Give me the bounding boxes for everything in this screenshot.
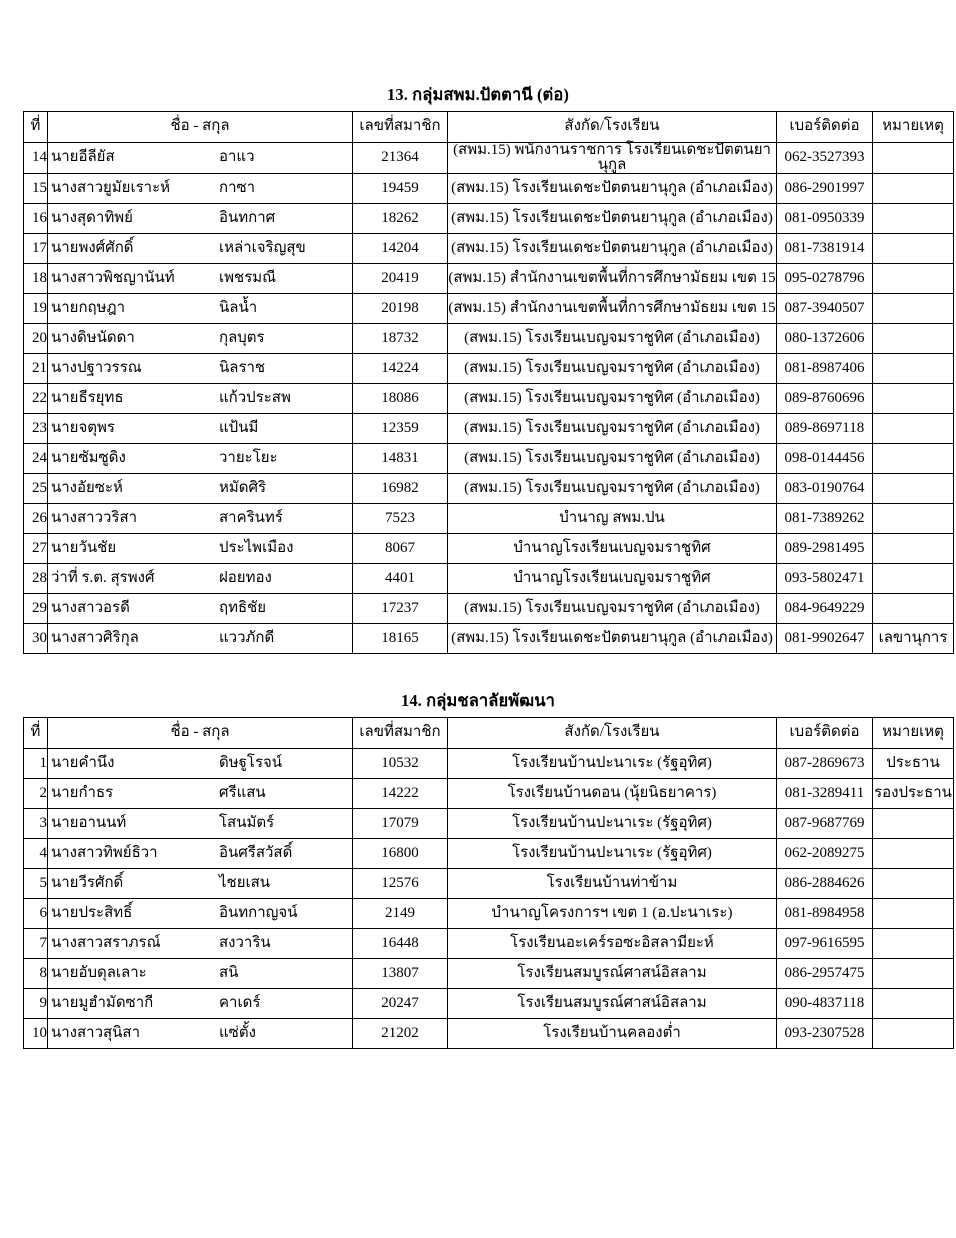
table-14-body [24,748,954,1048]
roster-table-14 [23,717,954,1049]
col-header-no-label: ที่ [30,724,41,741]
row-note [873,503,954,533]
row-given-name: นางสาวยูมัยเราะห์ [51,179,171,196]
row-given-name: นายวันชัย [51,539,117,556]
row-affiliation: (สพม.15) โรงเรียนเบญจมราชูทิศ (อำเภอเมือง) [448,323,777,353]
row-number: 25 [24,473,48,503]
table-row [24,263,954,293]
row-number: 28 [24,563,48,593]
row-surname: นิลราช [219,359,266,376]
row-name [48,533,353,563]
row-note [873,233,954,263]
col-header-member-no-label: เลขที่สมาชิก [359,724,441,741]
row-given-name: นายอีลียัส [51,149,115,166]
row-number: 19 [24,293,48,323]
row-given-name: นายพงศ์ศักดิ์ [51,239,134,256]
row-phone: 081-8984958 [777,898,873,928]
row-surname: กุลบุตร [219,329,265,346]
row-name [48,898,353,928]
row-number: 17 [24,233,48,263]
row-affiliation: (สพม.15) โรงเรียนเบญจมราชูทิศ (อำเภอเมือง) [448,383,777,413]
row-given-name: นางสาวอรดี [51,599,130,616]
row-phone: 081-9902647 [777,623,873,653]
row-given-name: นายธีรยุทธ [51,389,124,406]
row-member-number: 7523 [353,503,448,533]
row-name [48,563,353,593]
row-given-name: นายมูฮำมัดซากี [51,994,154,1011]
row-name [48,413,353,443]
row-surname: สนิ [219,964,239,981]
table-row [24,203,954,233]
row-number: 22 [24,383,48,413]
row-note [873,263,954,293]
row-phone: 097-9616595 [777,928,873,958]
col-header-note-label: หมายเหตุ [882,724,944,741]
row-phone: 081-8987406 [777,353,873,383]
row-note [873,988,954,1018]
row-note [873,533,954,563]
row-number: 3 [24,808,48,838]
table-row [24,898,954,928]
row-name [48,503,353,533]
row-number: 5 [24,868,48,898]
row-note: เลขานุการ [873,623,954,653]
row-note [873,413,954,443]
row-phone: 093-5802471 [777,563,873,593]
row-phone: 089-8697118 [777,413,873,443]
row-phone: 089-8760696 [777,383,873,413]
row-phone: 090-4837118 [777,988,873,1018]
table-row [24,593,954,623]
row-note [873,173,954,203]
row-affiliation: โรงเรียนบ้านปะนาเระ (รัฐอุทิศ) [448,838,777,868]
row-given-name: นางอัยซะห์ [51,479,123,496]
row-member-number: 20198 [353,293,448,323]
row-note [873,323,954,353]
row-surname: หมัดศิริ [219,479,267,496]
row-number: 27 [24,533,48,563]
row-given-name: นายซัมซูดิง [51,449,126,466]
row-number: 8 [24,958,48,988]
col-header-note [873,111,954,142]
row-surname: แป้นมี [219,419,259,436]
section-13-title: 13. กลุ่มสพม.ปัตตานี (ต่อ) [387,85,569,104]
row-name [48,623,353,653]
row-given-name: นางสาวศิริกุล [51,629,139,646]
header-row [24,111,954,142]
table-row [24,563,954,593]
col-header-member-no-label: เลขที่สมาชิก [359,118,441,135]
row-note [873,958,954,988]
row-note [873,593,954,623]
row-surname: แก้วประสพ [219,389,291,406]
section-13 [23,0,948,654]
row-surname: ดิษฐูโรจน์ [219,754,283,771]
row-surname: สงวาริน [219,934,271,951]
row-number: 16 [24,203,48,233]
row-given-name: นายกำธร [51,784,114,801]
table-row [24,323,954,353]
row-note [873,838,954,868]
row-name [48,293,353,323]
row-name [48,173,353,203]
row-number: 14 [24,142,48,173]
row-member-number: 18086 [353,383,448,413]
row-note [873,383,954,413]
table-row [24,353,954,383]
row-surname: ศรีแสน [219,784,266,801]
row-name [48,928,353,958]
row-affiliation: (สพม.15) โรงเรียนเดชะปัตตนยานุกูล (อำเภอเมือง) [448,623,777,653]
table-row [24,413,954,443]
row-phone: 080-1372606 [777,323,873,353]
row-surname: แววภักดี [219,629,275,646]
row-phone: 098-0144456 [777,443,873,473]
table-row [24,623,954,653]
col-header-no-label: ที่ [30,118,41,135]
row-name [48,988,353,1018]
row-surname: แซ่ตั้ง [219,1024,256,1041]
row-member-number: 19459 [353,173,448,203]
row-name [48,1018,353,1048]
row-surname: เพชรมณี [219,269,277,286]
row-surname: วายะโยะ [219,449,278,466]
row-member-number: 20419 [353,263,448,293]
row-phone: 083-0190764 [777,473,873,503]
row-member-number: 16982 [353,473,448,503]
row-phone: 086-2884626 [777,868,873,898]
row-given-name: นางสุดาทิพย์ [51,209,133,226]
row-member-number: 12359 [353,413,448,443]
row-note [873,928,954,958]
row-note: ประธาน [873,748,954,778]
row-phone: 087-3940507 [777,293,873,323]
row-given-name: ว่าที่ ร.ต. สุรพงศ์ [51,569,155,586]
table-row [24,928,954,958]
table-row [24,868,954,898]
row-given-name: นางดิษนัดดา [51,329,135,346]
row-surname: ฝอยทอง [219,569,272,586]
section-14 [23,654,952,1049]
row-note [873,1018,954,1048]
table-row [24,173,954,203]
row-number: 30 [24,623,48,653]
row-given-name: นายจตุพร [51,419,115,436]
col-header-affiliation-label: สังกัด/โรงเรียน [564,724,660,741]
row-phone: 086-2957475 [777,958,873,988]
row-surname: นิลน้ำ [219,299,258,316]
row-member-number: 4401 [353,563,448,593]
row-affiliation: บำนาญโครงการฯ เขต 1 (อ.ปะนาเระ) [448,898,777,928]
row-affiliation: บำนาญ สพม.ปน [448,503,777,533]
row-note [873,868,954,898]
row-affiliation: โรงเรียนสมบูรณ์ศาสน์อิสลาม [448,958,777,988]
col-header-affiliation [448,111,777,142]
header-row [24,717,954,748]
row-affiliation: (สพม.15) โรงเรียนเบญจมราชูทิศ (อำเภอเมือง) [448,413,777,443]
row-phone: 084-9649229 [777,593,873,623]
row-name [48,808,353,838]
row-name [48,593,353,623]
row-surname: อินศรีสวัสดิ์ [219,844,293,861]
row-number: 7 [24,928,48,958]
table-13-body [24,142,954,653]
row-member-number: 10532 [353,748,448,778]
row-number: 6 [24,898,48,928]
row-note [873,293,954,323]
row-number: 21 [24,353,48,383]
row-affiliation: (สพม.15) โรงเรียนเบญจมราชูทิศ (อำเภอเมือง) [448,473,777,503]
row-affiliation: (สพม.15) โรงเรียนเดชะปัตตนยานุกูล (อำเภอเมือง) [448,233,777,263]
row-name [48,443,353,473]
table-14-header [24,717,954,748]
table-row [24,233,954,263]
table-row [24,958,954,988]
row-affiliation: (สพม.15) โรงเรียนเบญจมราชูทิศ (อำเภอเมือง) [448,353,777,383]
row-affiliation: โรงเรียนสมบูรณ์ศาสน์อิสลาม [448,988,777,1018]
row-surname: ประไพเมือง [219,539,294,556]
row-affiliation: โรงเรียนบ้านปะนาเระ (รัฐอุทิศ) [448,748,777,778]
row-member-number: 18165 [353,623,448,653]
row-affiliation: (สพม.15) โรงเรียนเบญจมราชูทิศ (อำเภอเมือง) [448,443,777,473]
table-row [24,503,954,533]
row-number: 10 [24,1018,48,1048]
row-name [48,868,353,898]
table-row [24,988,954,1018]
row-affiliation: บำนาญโรงเรียนเบญจมราชูทิศ [448,533,777,563]
row-affiliation: (สพม.15) สำนักงานเขตพื้นที่การศึกษามัธยม เขต 15 [448,263,777,293]
row-member-number: 14204 [353,233,448,263]
row-member-number: 8067 [353,533,448,563]
row-given-name: นางสาวทิพย์ธิวา [51,844,158,861]
row-surname: กาซา [219,179,256,196]
col-header-member-no [353,717,448,748]
col-header-phone-label: เบอร์ติดต่อ [789,118,860,135]
row-affiliation: โรงเรียนบ้านดอน (นุ้ยนิธยาคาร) [448,778,777,808]
row-affiliation: (สพม.15) โรงเรียนเบญจมราชูทิศ (อำเภอเมือง) [448,593,777,623]
row-phone: 081-7389262 [777,503,873,533]
row-affiliation: (สพม.15) โรงเรียนเดชะปัตตนยานุกูล (อำเภอเมือง) [448,203,777,233]
row-member-number: 21364 [353,142,448,173]
row-given-name: นายประสิทธิ์ [51,904,133,921]
row-number: 18 [24,263,48,293]
row-name [48,778,353,808]
row-affiliation: (สพม.15) สำนักงานเขตพื้นที่การศึกษามัธยม เขต 15 [448,293,777,323]
row-name [48,233,353,263]
row-surname: อินทกาญจน์ [219,904,298,921]
row-phone: 089-2981495 [777,533,873,563]
row-number: 9 [24,988,48,1018]
col-header-note [873,717,954,748]
row-affiliation: โรงเรียนบ้านท่าข้าม [448,868,777,898]
row-number: 4 [24,838,48,868]
row-note [873,203,954,233]
table-row [24,778,954,808]
row-surname: ฤทธิชัย [219,599,267,616]
row-note [873,353,954,383]
table-row [24,142,954,173]
row-number: 26 [24,503,48,533]
row-note [873,443,954,473]
row-surname: อินทกาศ [219,209,276,226]
table-row [24,838,954,868]
row-member-number: 17079 [353,808,448,838]
row-given-name: นางสาวสุนิสา [51,1024,140,1041]
table-13-header [24,111,954,142]
row-given-name: นางปฐาวรรณ [51,359,142,376]
row-member-number: 17237 [353,593,448,623]
row-surname: โสนมัตร์ [219,814,275,831]
row-number: 23 [24,413,48,443]
row-note [873,473,954,503]
table-row [24,293,954,323]
roster-table-13 [23,111,954,654]
row-member-number: 13807 [353,958,448,988]
table-row [24,533,954,563]
row-affiliation: บำนาญโรงเรียนเบญจมราชูทิศ [448,563,777,593]
row-number: 15 [24,173,48,203]
col-header-phone [777,717,873,748]
row-surname: ไชยเสน [219,874,271,891]
table-row [24,473,954,503]
row-given-name: นายวีรศักดิ์ [51,874,124,891]
row-phone: 081-3289411 [777,778,873,808]
row-name [48,958,353,988]
row-number: 29 [24,593,48,623]
row-phone: 062-3527393 [777,142,873,173]
row-affiliation: โรงเรียนอะเคร์รอซะอิสลามียะห์ [448,928,777,958]
row-affiliation: โรงเรียนบ้านคลองต่ำ [448,1018,777,1048]
row-phone: 086-2901997 [777,173,873,203]
row-phone: 081-0950339 [777,203,873,233]
row-name [48,838,353,868]
col-header-phone [777,111,873,142]
row-note [873,808,954,838]
col-header-affiliation [448,717,777,748]
row-name [48,263,353,293]
row-phone: 093-2307528 [777,1018,873,1048]
row-note: รองประธาน [873,778,954,808]
row-member-number: 2149 [353,898,448,928]
row-given-name: นายคำนึง [51,754,115,771]
row-affiliation: (สพม.15) โรงเรียนเดชะปัตตนยานุกูล (อำเภอเมือง) [448,173,777,203]
col-header-affiliation-label: สังกัด/โรงเรียน [564,118,660,135]
row-name [48,323,353,353]
row-given-name: นางสาววริสา [51,509,138,526]
col-header-note-label: หมายเหตุ [882,118,944,135]
section-14-title: 14. กลุ่มชลาลัยพัฒนา [400,690,555,710]
row-given-name: นายอับดุลเลาะ [51,964,147,981]
row-surname: คาเดร์ [219,994,261,1011]
row-given-name: นางสาวสราภรณ์ [51,934,161,951]
row-name [48,142,353,173]
col-header-name [48,717,353,748]
row-member-number: 21202 [353,1018,448,1048]
row-name [48,203,353,233]
row-surname: อาแว [219,149,255,166]
row-member-number: 14831 [353,443,448,473]
col-header-name [48,111,353,142]
row-surname: สาครินทร์ [219,509,283,526]
row-number: 2 [24,778,48,808]
table-row [24,1018,954,1048]
col-header-member-no [353,111,448,142]
row-affiliation: (สพม.15) พนักงานราชการ โรงเรียนเดชะปัตตนยานุกูล [448,142,777,173]
table-row [24,808,954,838]
row-member-number: 12576 [353,868,448,898]
row-member-number: 16800 [353,838,448,868]
row-number: 1 [24,748,48,778]
row-phone: 087-2869673 [777,748,873,778]
row-member-number: 20247 [353,988,448,1018]
row-number: 20 [24,323,48,353]
row-member-number: 16448 [353,928,448,958]
row-given-name: นางสาวพิชญานันท์ [51,269,175,286]
row-given-name: นายอานนท์ [51,814,127,831]
row-member-number: 14224 [353,353,448,383]
row-phone: 081-7381914 [777,233,873,263]
row-phone: 087-9687769 [777,808,873,838]
col-header-no [24,717,48,748]
row-note [873,142,954,173]
table-row [24,748,954,778]
row-affiliation: โรงเรียนบ้านปะนาเระ (รัฐอุทิศ) [448,808,777,838]
row-name [48,383,353,413]
table-row [24,443,954,473]
row-number: 24 [24,443,48,473]
col-header-phone-label: เบอร์ติดต่อ [789,724,860,741]
row-member-number: 14222 [353,778,448,808]
row-member-number: 18262 [353,203,448,233]
col-header-no [24,111,48,142]
row-surname: เหล่าเจริญสุข [219,239,306,256]
row-phone: 095-0278796 [777,263,873,293]
row-name [48,473,353,503]
row-phone: 062-2089275 [777,838,873,868]
row-note [873,898,954,928]
col-header-name-label: ชื่อ - สกุล [170,724,230,741]
row-member-number: 18732 [353,323,448,353]
row-name [48,748,353,778]
row-note [873,563,954,593]
table-row [24,383,954,413]
row-given-name: นายกฤษฎา [51,299,126,316]
col-header-name-label: ชื่อ - สกุล [170,118,230,135]
row-name [48,353,353,383]
